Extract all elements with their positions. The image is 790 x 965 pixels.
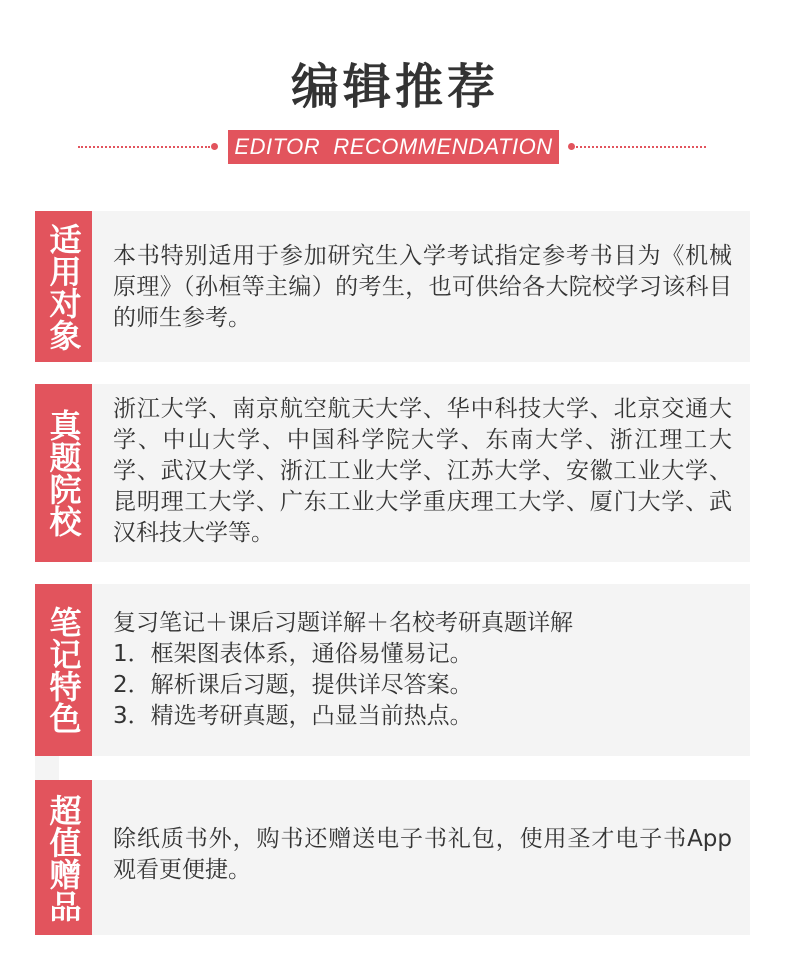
- dotted-divider-right: [576, 146, 706, 148]
- section-content: [113, 241, 732, 334]
- section-label: [35, 384, 92, 562]
- dotted-divider-left: [78, 146, 210, 148]
- section-line: 1．框架图表体系，通俗易懂易记。: [113, 641, 473, 667]
- divider-dot-right: [568, 143, 575, 150]
- page-title: 编辑推荐: [290, 59, 499, 115]
- section-content: [113, 394, 732, 549]
- section-content: [113, 608, 732, 732]
- subtitle-banner: [0, 130, 790, 164]
- section-content: [113, 824, 732, 886]
- section-bonus-gift: [35, 780, 750, 935]
- section-text: 浙江大学、南京航空航天大学、华中科技大学、北京交通大学、中山大学、中国科学院大学、东南大学、浙江理工大学、武汉大学、浙江工业大学、江苏大学、安徽工业大学、昆明理工大学、广东工业大学重庆理工大学、厦门大学、武汉科技大学等。: [113, 396, 732, 546]
- section-label-text: 超值赠品: [44, 793, 83, 922]
- section-line: 复习笔记＋课后习题详解＋名校考研真题详解: [113, 610, 573, 636]
- section-text: 本书特别适用于参加研究生入学考试指定参考书目为《机械原理》（孙桓等主编）的考生，也可供给各大院校学习该科目的师生参考。: [113, 243, 732, 331]
- section-label: [35, 780, 92, 935]
- section-note-features: [35, 584, 750, 756]
- section-label: [35, 584, 92, 756]
- panel-connector: [35, 756, 59, 780]
- section-target-audience: [35, 211, 750, 362]
- section-exam-universities: [35, 384, 750, 562]
- section-label-text: 笔记特色: [44, 606, 83, 734]
- section-line: 3．精选考研真题，凸显当前热点。: [113, 703, 473, 729]
- section-label-text: 适用对象: [44, 222, 83, 351]
- section-label: [35, 211, 92, 362]
- section-label-text: 真题院校: [44, 409, 83, 537]
- section-text: 除纸质书外，购书还赠送电子书礼包，使用圣才电子书App观看更便捷。: [113, 826, 732, 883]
- section-line: 2．解析课后习题，提供详尽答案。: [113, 672, 473, 698]
- subtitle-badge: EDITOR RECOMMENDATION: [228, 130, 559, 164]
- divider-dot-left: [211, 143, 218, 150]
